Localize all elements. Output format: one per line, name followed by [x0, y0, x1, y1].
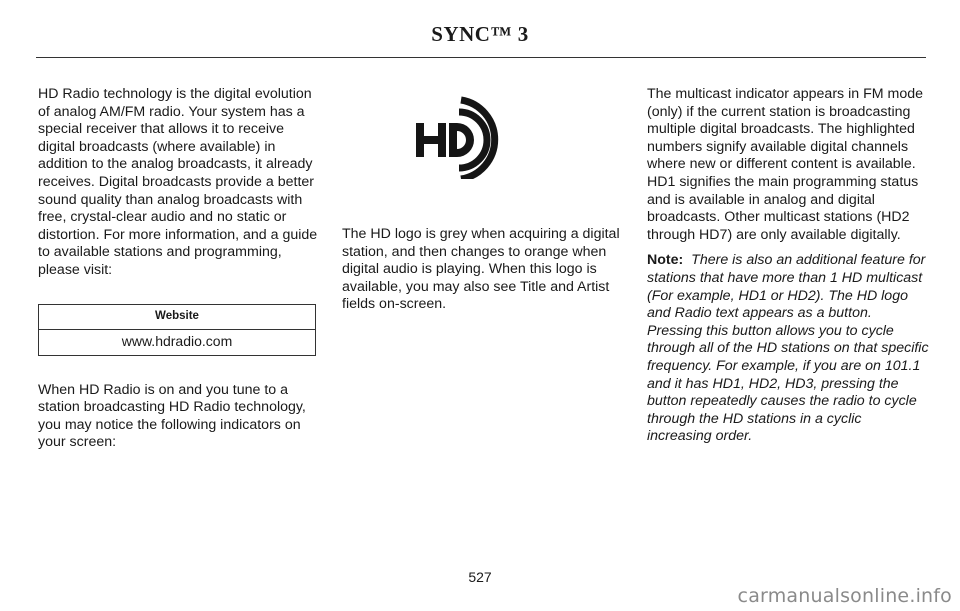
column-right: [647, 86, 929, 446]
note-label: Note:: [647, 252, 684, 269]
column-left: [38, 86, 319, 452]
watermark-text: carmanualsonline.info: [737, 585, 952, 607]
website-table: [38, 304, 316, 356]
hd-logo-paragraph: The HD logo is grey when acquiring a digital station, and then changes to orange when digital audio is playing. When this logo is available, you may also see Title and Artist fields on-screen.: [342, 226, 620, 313]
multicast-paragraph: The multicast indicator appears in FM mode (only) if the current station is broadcasting multiple digital broadcasts. The highlighted numbers signify available digital channels where new or different content is available. HD1 signifies the main programming status and is available in analog and digital broadcasts. Other multicast stations (HD2 through HD7) are only available digitally.: [647, 86, 923, 243]
website-url: www.hdradio.com: [39, 329, 316, 355]
page-header-title: SYNC™ 3: [431, 22, 529, 46]
column-middle: [342, 226, 625, 314]
note-text: There is also an additional feature for stations that have more than 1 HD multicast (For example, HD1 or HD2). The HD logo and Radio text appears as a button. Pressing this button allows you to cycle through all of the HD stations on that specific frequency. For example, if you are on 101.1 and it has HD1, HD2, HD3, pressing the button repeatedly causes the radio to cycle through the HD stations in a cyclic increasing order.: [647, 252, 929, 445]
note-paragraph: [647, 252, 929, 446]
header-divider: [36, 57, 926, 58]
indicators-paragraph: When HD Radio is on and you tune to a station broadcasting HD Radio technology, you may notice the following indicators on your screen:: [38, 381, 306, 451]
intro-paragraph: HD Radio technology is the digital evolution of analog AM/FM radio. Your system has a special receiver that allows it to receive digital broadcasts (where available) in addition to the analog broadcasts, it already receives. Digital broadcasts provide a better sound quality than analog broadcasts with free, crystal-clear audio and no static or distortion. For more information, and a guide to available stations and programming, please visit:: [38, 86, 318, 278]
page-number: 527: [468, 569, 492, 585]
hd-radio-logo-icon: [412, 95, 520, 179]
website-table-header: Website: [39, 304, 316, 329]
